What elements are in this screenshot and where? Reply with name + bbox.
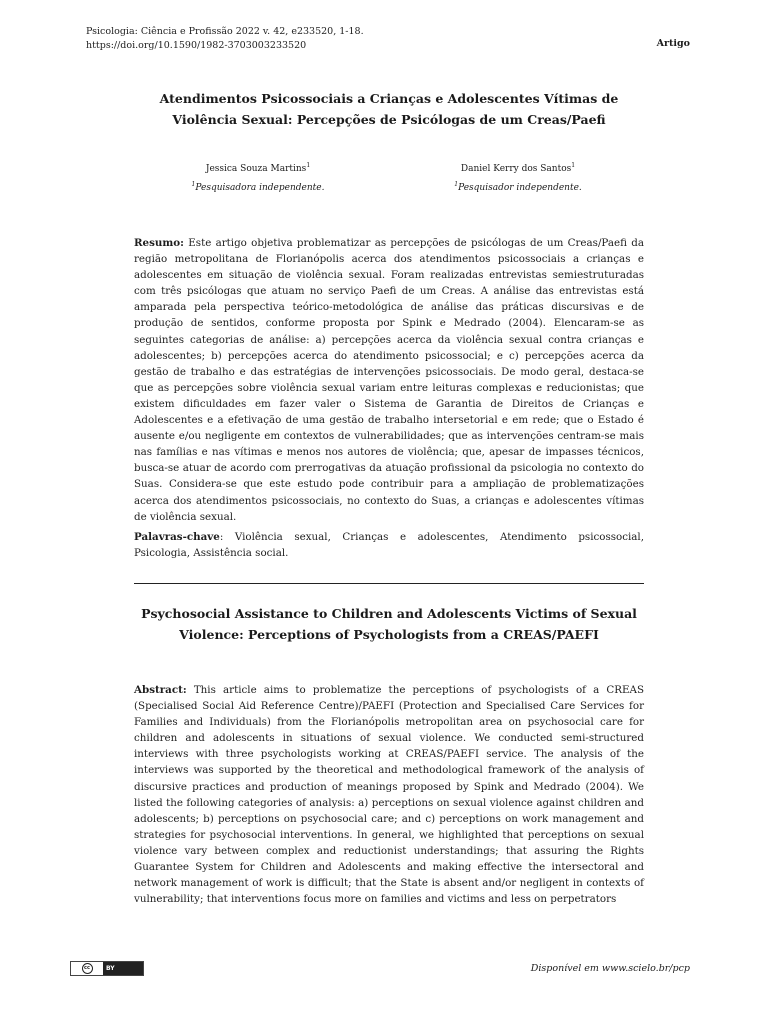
keywords-label: Palavras-chave [134, 531, 220, 543]
author-1-aff-sup: 1 [191, 181, 196, 188]
keywords [134, 529, 644, 561]
author-1-name: Jessica Souza Martins [205, 164, 307, 174]
resumo [134, 235, 644, 525]
author-2-sup: 1 [571, 162, 576, 169]
author-1-affiliation: Pesquisadora independente. [195, 183, 325, 193]
author-2-aff-sup: 1 [454, 181, 459, 188]
title-pt-line2: Violência Sexual: Percepções de Psicólogas de um Creas/Paefi [172, 112, 606, 127]
title-en-line1: Psychosocial Assistance to Children and Adolescents Victims of Sexual [141, 606, 637, 621]
section-divider [134, 583, 644, 584]
author-2-name: Daniel Kerry dos Santos [460, 164, 572, 174]
author-1 [128, 158, 388, 196]
abstract-text: This article aims to problematize the perceptions of psychologists of a CREAS (Specialised Social Aid Reference Centre)/PAEFI (Protection and Specialised Care Services for Families and Individuals) from the Florianópolis metropolitan area on psychosocial care for children and adolescents in situations of sexual violence. We conducted semi-structured interviews with three psychologists working at CREAS/PAEFI service. The analysis of the interviews was supported by the theoretical and methodological framework of the analysis of discursive practices and production of meanings proposed by Spink and Medrado (2004). We listed the following categories of analysis: a) perceptions on sexual violence against children and adolescents; b) perceptions on psychosocial care; and c) perceptions on work management and strategies for psychosocial interventions. In general, we highlighted that perceptions on sexual violence vary between complex and reductionist understandings; that assuring the Rights Guarantee System for Children and Adolescents and making effective the intersectoral and network management of work is difficult; that the State is absent and/or negligent in contexts of vulnerability; that interventions focus more on families and victims and less on perpetrators [134, 684, 644, 906]
journal-citation: Psicologia: Ciência e Profissão 2022 v. 42, e233520, 1-18. [86, 26, 364, 37]
author-1-sup: 1 [306, 162, 311, 169]
abstract-label: Abstract: [134, 684, 187, 696]
availability-footer[interactable]: Disponível em www.scielo.br/pcp [530, 963, 690, 974]
title-en-line2: Violence: Perceptions of Psychologists from a CREAS/PAEFI [179, 627, 599, 642]
author-2-affiliation: Pesquisador independente. [458, 183, 582, 193]
journal-header [86, 25, 364, 53]
section-label: Artigo [656, 38, 690, 49]
title-english [120, 603, 658, 645]
license-by-label: BY [106, 965, 115, 972]
cc-by-license-badge[interactable] [70, 961, 144, 976]
resumo-text: Este artigo objetiva problematizar as percepções de psicólogas de um Creas/Paefi da região metropolitana de Florianópolis acerca dos atendimentos psicossociais a crianças e adolescentes em situação de violência sexual. Foram realizadas entrevistas semiestruturadas com três psicólogas que atuam no serviço Paefi de um Creas. A análise das entrevistas está amparada pela perspectiva teórico-metodológica de análise das práticas discursivas e de produção de sentidos, conforme proposta por Spink e Medrado (2004). Elencaram-se as seguintes categorias de análise: a) percepções acerca da violência sexual contra crianças e adolescentes; b) percepções acerca do atendimento psicossocial; e c) percepções acerca da gestão de trabalho e das estratégias de intervenções psicossociais. De modo geral, destaca-se que as percepções sobre violência sexual variam entre leituras complexas e reducionistas; que existem dificuldades em fazer valer o Sistema de Garantia de Direitos de Crianças e Adolescentes e a efetivação de uma gestão de trabalho intersetorial e em rede; que o Estado é ausente e/ou negligente em contextos de vulnerabilidades; que as intervenções centram-se mais nas famílias e nas vítimas e menos nos autores de violência; que, apesar de impasses técnicos, busca-se atuar de acordo com prerrogativas da atuação profissional da psicologia no contexto do Suas. Considera-se que este estudo pode contribuir para a ampliação de problematizações acerca dos atendimentos psicossociais, no contexto do Suas, a crianças e adolescentes vítimas de violência sexual. [134, 237, 644, 523]
resumo-label: Resumo: [134, 237, 184, 249]
title-pt-line1: Atendimentos Psicossociais a Crianças e Adolescentes Vítimas de [159, 91, 619, 106]
creative-commons-icon: cc [82, 963, 93, 974]
author-2 [388, 158, 648, 196]
title-portuguese [120, 88, 658, 130]
keywords-text: : Violência sexual, Crianças e adolescentes, Atendimento psicossocial, Psicologia, Assistência social. [134, 531, 644, 560]
doi-link[interactable]: https://doi.org/10.1590/1982-3703003233520 [86, 40, 307, 51]
abstract-en [134, 682, 644, 907]
